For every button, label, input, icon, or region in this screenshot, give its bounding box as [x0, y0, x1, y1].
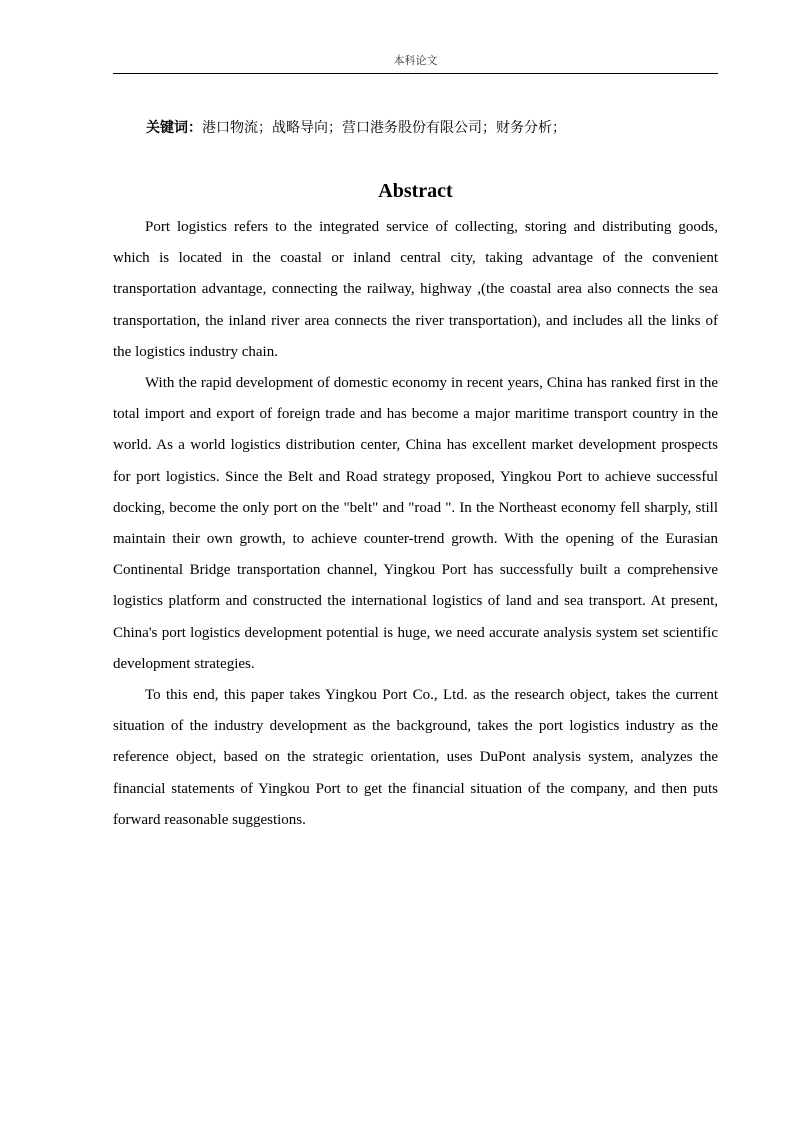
abstract-title: Abstract — [378, 180, 453, 202]
abstract-body — [113, 212, 718, 836]
abstract-paragraph-3: To this end, this paper takes Yingkou Port Co., Ltd. as the research object, takes the current situation of the industry development as the background, takes the port logistics industry as the reference object, based on the strategic orientation, uses DuPont analysis system, analyzes the financial statements of Yingkou Port to get the financial situation of the company, and then puts forward reasonable suggestions. — [113, 687, 718, 828]
keywords-line — [146, 118, 718, 138]
abstract-paragraph-1: Port logistics refers to the integrated service of collecting, storing and distributing goods, which is located in the coastal or inland central city, taking advantage of the convenient transportation advantage, connecting the railway, highway ,(the coastal area also connects the sea transportation, the inland river area connects the river transportation), and includes all the links of the logistics industry chain. — [113, 219, 718, 360]
abstract-paragraph-2: With the rapid development of domestic economy in recent years, China has ranked first in the total import and export of foreign trade and has become a major maritime transport country in the world. As a world logistics distribution center, China has excellent market development prospects for port logistics. Since the Belt and Road strategy proposed, Yingkou Port to achieve successful docking, become the only port on the "belt" and "road ". In the Northeast economy fell sharply, still maintain their own growth, to achieve counter-trend growth. With the opening of the Eurasian Continental Bridge transportation channel, Yingkou Port has successfully built a comprehensive logistics platform and constructed the international logistics of land and sea transport. At present, China's port logistics development potential is huge, we need accurate analysis system set scientific development strategies. — [113, 375, 718, 672]
keywords-label: 关键词： — [146, 120, 202, 136]
page-header: 本科论文 — [393, 54, 438, 67]
keywords-text: 港口物流；战略导向；营口港务股份有限公司；财务分析； — [202, 120, 566, 136]
header-rule — [113, 73, 718, 74]
